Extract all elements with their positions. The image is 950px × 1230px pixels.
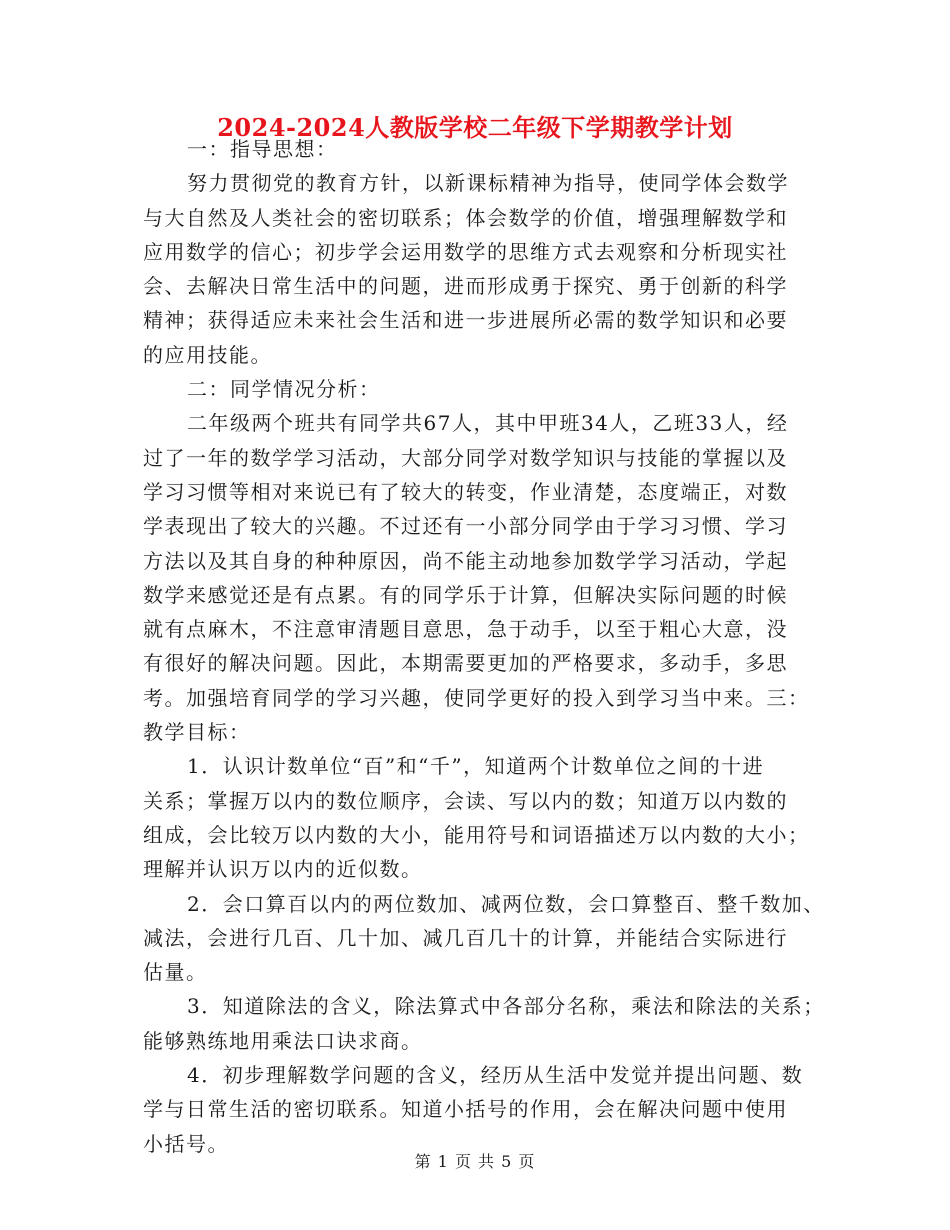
text-line: 估量。: [143, 960, 208, 985]
text-line: 一：指导思想：: [187, 137, 338, 161]
text-line: 努力贯彻党的教育方针，以新课标精神为指导，使同学体会数学: [187, 171, 789, 196]
text-line: 二年级两个班共有同学共67人，其中甲班34人，乙班33人，经: [187, 411, 789, 436]
text-line: 组成，会比较万以内数的大小，能用符号和词语描述万以内数的大小；: [143, 822, 810, 847]
text-line: 小括号。: [143, 1131, 229, 1156]
text-line: 与大自然及人类社会的密切联系；体会数学的价值，增强理解数学和: [143, 205, 788, 230]
text-line: 二：同学情况分析：: [187, 377, 381, 402]
text-line: 考。加强培育同学的学习兴趣，使同学更好的投入到学习当中来。三：: [143, 685, 810, 710]
document-body: [143, 132, 825, 1161]
text-line: 能够熟练地用乘法口诀求商。: [143, 1028, 423, 1053]
text-line: 学与日常生活的密切联系。知道小括号的作用，会在解决问题中使用: [143, 1097, 788, 1122]
page-footer: 第 1 页 共 5 页: [414, 1152, 536, 1171]
text-line: 教学目标：: [143, 720, 251, 745]
text-line: 3．知道除法的含义，除法算式中各部分名称，乘法和除法的关系；: [187, 994, 825, 1019]
text-line: 就有点麻木，不注意审清题目意思，急于动手，以至于粗心大意，没: [143, 617, 788, 642]
text-line: 精神；获得适应未来社会生活和进一步进展所必需的数学知识和必要: [143, 308, 788, 333]
text-line: 有很好的解决问题。因此，本期需要更加的严格要求，多动手，多思: [143, 651, 788, 676]
text-line: 2．会口算百以内的两位数加、减两位数，会口算整百、整千数加、: [187, 891, 825, 916]
text-line: 过了一年的数学学习活动，大部分同学对数学知识与技能的掌握以及: [143, 445, 788, 470]
text-line: 学表现出了较大的兴趣。不过还有一小部分同学由于学习习惯、学习: [143, 514, 788, 539]
text-line: 学习习惯等相对来说已有了较大的转变，作业清楚，态度端正，对数: [143, 479, 788, 504]
text-line: 1．认识计数单位“百”和“千”，知道两个计数单位之间的十进: [187, 754, 765, 779]
text-line: 减法，会进行几百、几十加、减几百几十的计算，并能结合实际进行: [143, 925, 788, 950]
text-line: 数学来感觉还是有点累。有的同学乐于计算，但解决实际问题的时候: [143, 582, 788, 607]
text-line: 的应用技能。: [143, 342, 272, 367]
text-line: 方法以及其自身的种种原因，尚不能主动地参加数学学习活动，学起: [143, 548, 788, 573]
text-line: 应用数学的信心；初步学会运用数学的思维方式去观察和分析现实社: [143, 239, 788, 264]
text-line: 关系；掌握万以内的数位顺序，会读、写以内的数；知道万以内数的: [143, 788, 788, 813]
text-line: 理解并认识万以内的近似数。: [143, 857, 423, 882]
document-title: 2024-2024人教版学校二年级下学期教学计划: [217, 113, 733, 142]
text-line: 会、去解决日常生活中的问题，进而形成勇于探究、勇于创新的科学: [143, 274, 788, 299]
text-line: 4．初步理解数学问题的含义，经历从生活中发觉并提出问题、数: [187, 1063, 804, 1088]
